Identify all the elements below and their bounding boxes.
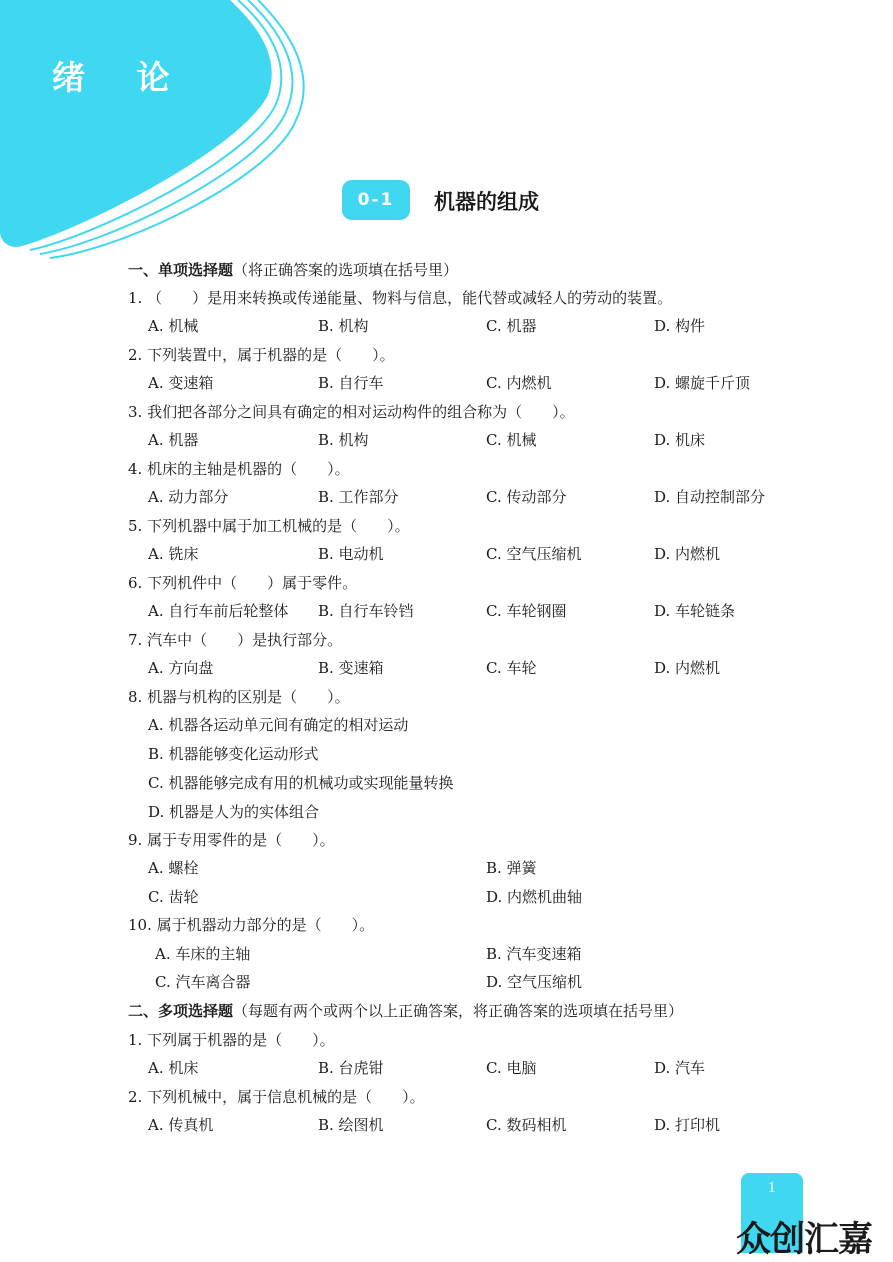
question-3-option-c: C. 机械 <box>486 431 537 449</box>
part2-note: （每题有两个或两个以上正确答案，将正确答案的选项填在括号里） <box>233 1002 684 1020</box>
question-1-option-c: C. 机器 <box>486 317 537 335</box>
part2-title: 二、多项选择题 <box>128 1002 234 1020</box>
multi-question-1-stem: 1. 下列属于机器的是（ ）。 <box>128 1031 335 1049</box>
question-10-option-d: D. 空气压缩机 <box>486 973 583 991</box>
multi-question-1-option-b: B. 台虎钳 <box>318 1059 384 1077</box>
question-10-option-b: B. 汽车变速箱 <box>486 945 582 963</box>
question-2-option-a: A. 变速箱 <box>148 374 214 392</box>
part2-heading <box>128 1001 683 1021</box>
question-5-option-b: B. 电动机 <box>318 545 384 563</box>
question-4-option-b: B. 工作部分 <box>318 488 399 506</box>
question-4-option-d: D. 自动控制部分 <box>654 488 766 506</box>
section-number-badge: 0-1 <box>342 180 410 220</box>
multi-question-1-option-c: C. 电脑 <box>486 1059 537 1077</box>
question-10-option-a: A. 车床的主轴 <box>155 945 251 963</box>
question-8-option-d: D. 机器是人为的实体组合 <box>148 803 320 821</box>
question-5-option-a: A. 铣床 <box>148 545 199 563</box>
question-9-stem: 9. 属于专用零件的是（ ）。 <box>128 831 335 849</box>
multi-question-1-option-a: A. 机床 <box>148 1059 199 1077</box>
question-1-option-a: A. 机械 <box>148 317 199 335</box>
multi-question-2-option-b: B. 绘图机 <box>318 1116 384 1134</box>
page-number: 1 <box>767 1181 777 1196</box>
question-5-stem: 5. 下列机器中属于加工机械的是（ ）。 <box>128 517 410 535</box>
question-7-option-a: A. 方向盘 <box>148 659 214 677</box>
question-8-option-b: B. 机器能够变化运动形式 <box>148 745 319 763</box>
question-2-option-b: B. 自行车 <box>318 374 384 392</box>
question-9-option-b: B. 弹簧 <box>486 859 537 877</box>
part1-heading <box>128 260 458 280</box>
question-7-option-b: B. 变速箱 <box>318 659 384 677</box>
question-4-option-a: A. 动力部分 <box>148 488 229 506</box>
multi-question-1-option-d: D. 汽车 <box>654 1059 706 1077</box>
multi-question-2-stem: 2. 下列机械中，属于信息机械的是（ ）。 <box>128 1088 425 1106</box>
question-5-option-d: D. 内燃机 <box>654 545 721 563</box>
question-7-option-c: C. 车轮 <box>486 659 537 677</box>
question-3-option-a: A. 机器 <box>148 431 199 449</box>
section-title: 机器的组成 <box>434 190 539 214</box>
question-6-stem: 6. 下列机件中（ ）属于零件。 <box>128 574 358 592</box>
question-10-option-c: C. 汽车离合器 <box>155 973 251 991</box>
question-6-option-b: B. 自行车铃铛 <box>318 602 414 620</box>
question-4-option-c: C. 传动部分 <box>486 488 567 506</box>
question-3-stem: 3. 我们把各部分之间具有确定的相对运动构件的组合称为（ ）。 <box>128 403 575 421</box>
question-2-option-d: D. 螺旋千斤顶 <box>654 374 751 392</box>
question-3-option-d: D. 机床 <box>654 431 706 449</box>
question-9-option-d: D. 内燃机曲轴 <box>486 888 583 906</box>
question-7-stem: 7. 汽车中（ ）是执行部分。 <box>128 631 343 649</box>
question-9-option-c: C. 齿轮 <box>148 888 199 906</box>
question-4-stem: 4. 机床的主轴是机器的（ ）。 <box>128 460 350 478</box>
question-5-option-c: C. 空气压缩机 <box>486 545 582 563</box>
question-9-option-a: A. 螺栓 <box>148 859 199 877</box>
multi-question-2-option-d: D. 打印机 <box>654 1116 721 1134</box>
question-1-option-d: D. 构件 <box>654 317 706 335</box>
question-8-option-a: A. 机器各运动单元间有确定的相对运动 <box>148 716 409 734</box>
question-2-option-c: C. 内燃机 <box>486 374 552 392</box>
question-1-stem: 1. （ ）是用来转换或传递能量、物料与信息，能代替或减轻人的劳动的装置。 <box>128 289 673 307</box>
question-3-option-b: B. 机构 <box>318 431 369 449</box>
chapter-title: 绪 论 <box>52 58 190 97</box>
question-7-option-d: D. 内燃机 <box>654 659 721 677</box>
question-6-option-c: C. 车轮钢圈 <box>486 602 567 620</box>
question-1-option-b: B. 机构 <box>318 317 369 335</box>
section-header <box>0 180 893 222</box>
multi-question-2-option-a: A. 传真机 <box>148 1116 214 1134</box>
question-10-stem: 10. 属于机器动力部分的是（ ）。 <box>128 916 375 934</box>
question-6-option-a: A. 自行车前后轮整体 <box>148 602 289 620</box>
part1-note: （将正确答案的选项填在括号里） <box>233 261 459 279</box>
multi-question-2-option-c: C. 数码相机 <box>486 1116 567 1134</box>
watermark-logo: 众创汇嘉 <box>736 1220 873 1260</box>
question-2-stem: 2. 下列装置中，属于机器的是（ ）。 <box>128 346 395 364</box>
question-8-stem: 8. 机器与机构的区别是（ ）。 <box>128 688 350 706</box>
part1-title: 一、单项选择题 <box>128 261 234 279</box>
question-6-option-d: D. 车轮链条 <box>654 602 736 620</box>
question-8-option-c: C. 机器能够完成有用的机械功或实现能量转换 <box>148 774 454 792</box>
